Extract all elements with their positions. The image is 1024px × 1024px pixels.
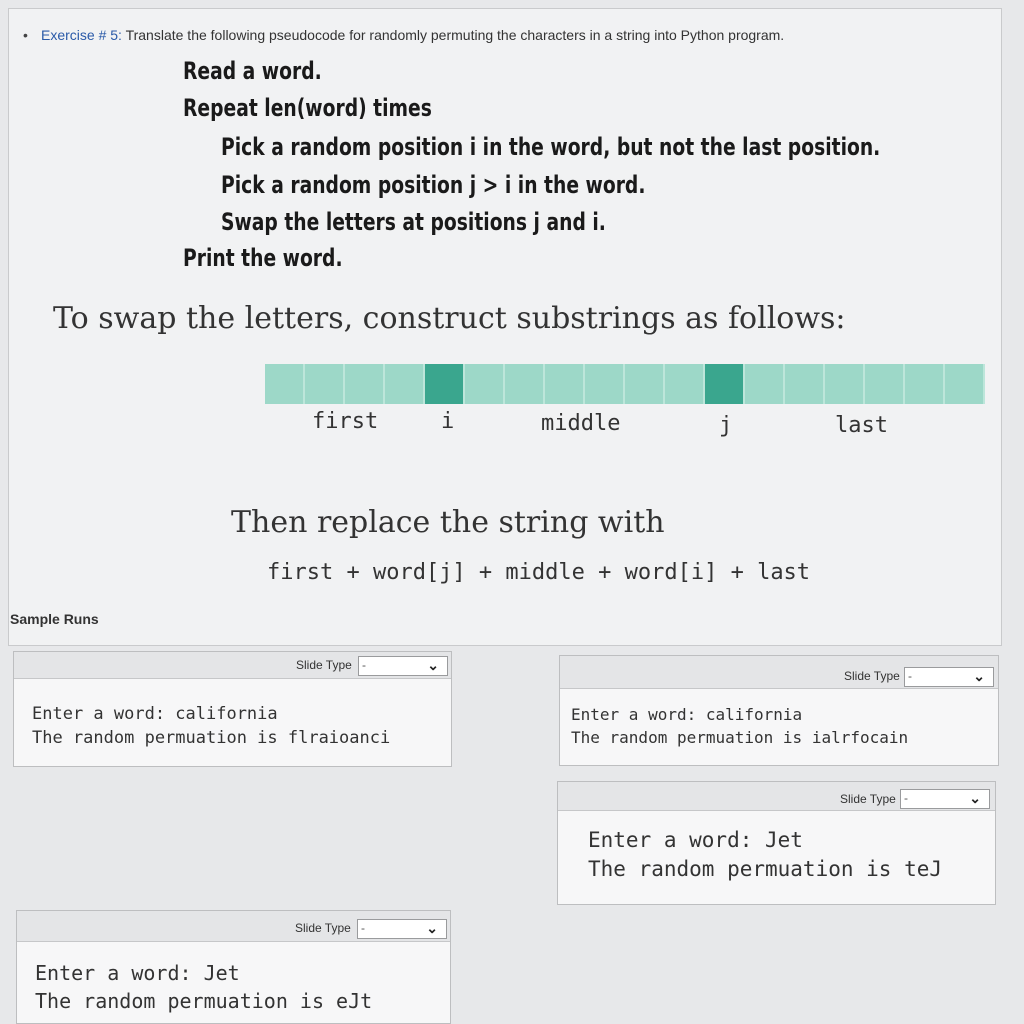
sample-runs-label: Sample Runs (10, 611, 99, 627)
slide-type-label: Slide Type (844, 669, 900, 683)
pseudocode-line-2: Repeat len(word) times (183, 94, 432, 122)
output-line: The random permuation is ialrfocain (571, 728, 909, 747)
strip-cell (625, 364, 665, 404)
output-line: The random permuation is teJ (588, 857, 943, 881)
strip-cell (505, 364, 545, 404)
slide-type-bar (14, 652, 451, 679)
slide-type-select[interactable] (904, 667, 994, 687)
pseudocode-line-4: Pick a random position j > i in the word. (221, 171, 646, 199)
chevron-down-icon: ⌄ (969, 790, 981, 806)
output-line: Enter a word: Jet (588, 828, 803, 852)
run-output (588, 826, 942, 884)
chevron-down-icon: ⌄ (973, 668, 985, 684)
chevron-down-icon: ⌄ (426, 920, 438, 936)
bullet: • (23, 27, 28, 43)
slide-type-bar (560, 656, 998, 689)
slide-type-bar (17, 911, 450, 942)
slide-type-label: Slide Type (296, 658, 352, 672)
pseudocode-line-5: Swap the letters at positions j and i. (221, 208, 606, 236)
sample-run-1 (13, 651, 452, 767)
replace-heading: Then replace the string with (231, 505, 665, 540)
strip-cell-highlighted (425, 364, 465, 404)
pseudocode-line-3: Pick a random position i in the word, but not the last position. (221, 133, 881, 161)
exercise-text: Translate the following pseudocode for randomly permuting the characters in a string into Python program. (121, 27, 785, 43)
swap-heading: To swap the letters, construct substrings as follows: (53, 301, 846, 336)
sample-run-3 (557, 781, 996, 905)
sample-run-4 (16, 910, 451, 1024)
strip-cell (305, 364, 345, 404)
slide-type-bar (558, 782, 995, 811)
slide-type-label: Slide Type (840, 792, 896, 806)
strip-cell (585, 364, 625, 404)
slide-type-value: - (361, 921, 365, 935)
slide-type-value: - (362, 658, 366, 672)
sample-run-2 (559, 655, 999, 766)
strip-cell (385, 364, 425, 404)
slide-type-select[interactable] (358, 656, 448, 676)
strip-cell (665, 364, 705, 404)
strip-cell (345, 364, 385, 404)
run-output (571, 703, 908, 749)
replace-formula: first + word[j] + middle + word[i] + last (267, 560, 811, 585)
slide-type-select[interactable] (357, 919, 447, 939)
strip-cell (865, 364, 905, 404)
strip-cell (905, 364, 945, 404)
strip-cell (745, 364, 785, 404)
slide-type-value: - (904, 791, 908, 805)
slide-type-label: Slide Type (295, 921, 351, 935)
strip-cell (465, 364, 505, 404)
chevron-down-icon: ⌄ (427, 657, 439, 673)
output-line: The random permuation is flraioanci (32, 728, 391, 748)
output-line: Enter a word: california (32, 704, 278, 724)
output-line: The random permuation is eJt (35, 989, 373, 1013)
output-line: Enter a word: Jet (35, 961, 240, 985)
strip-cell (545, 364, 585, 404)
pseudocode-line-1: Read a word. (183, 57, 322, 85)
label-first: first (312, 409, 379, 434)
run-output (35, 959, 372, 1015)
substring-strip (265, 364, 985, 404)
strip-cell (825, 364, 865, 404)
label-j: j (719, 413, 733, 438)
strip-cell-highlighted (705, 364, 745, 404)
exercise-instruction (41, 27, 784, 43)
strip-cell (785, 364, 825, 404)
run-output (32, 702, 390, 750)
slide-type-select[interactable] (900, 789, 990, 809)
label-last: last (835, 413, 888, 438)
pseudocode-line-6: Print the word. (183, 244, 343, 272)
exercise-label: Exercise # 5: (41, 27, 122, 43)
output-line: Enter a word: california (571, 705, 803, 724)
label-i: i (441, 409, 455, 434)
slide-type-value: - (908, 669, 912, 683)
exercise-panel (8, 8, 1002, 646)
strip-cell (945, 364, 985, 404)
label-middle: middle (541, 411, 621, 436)
strip-cell (265, 364, 305, 404)
